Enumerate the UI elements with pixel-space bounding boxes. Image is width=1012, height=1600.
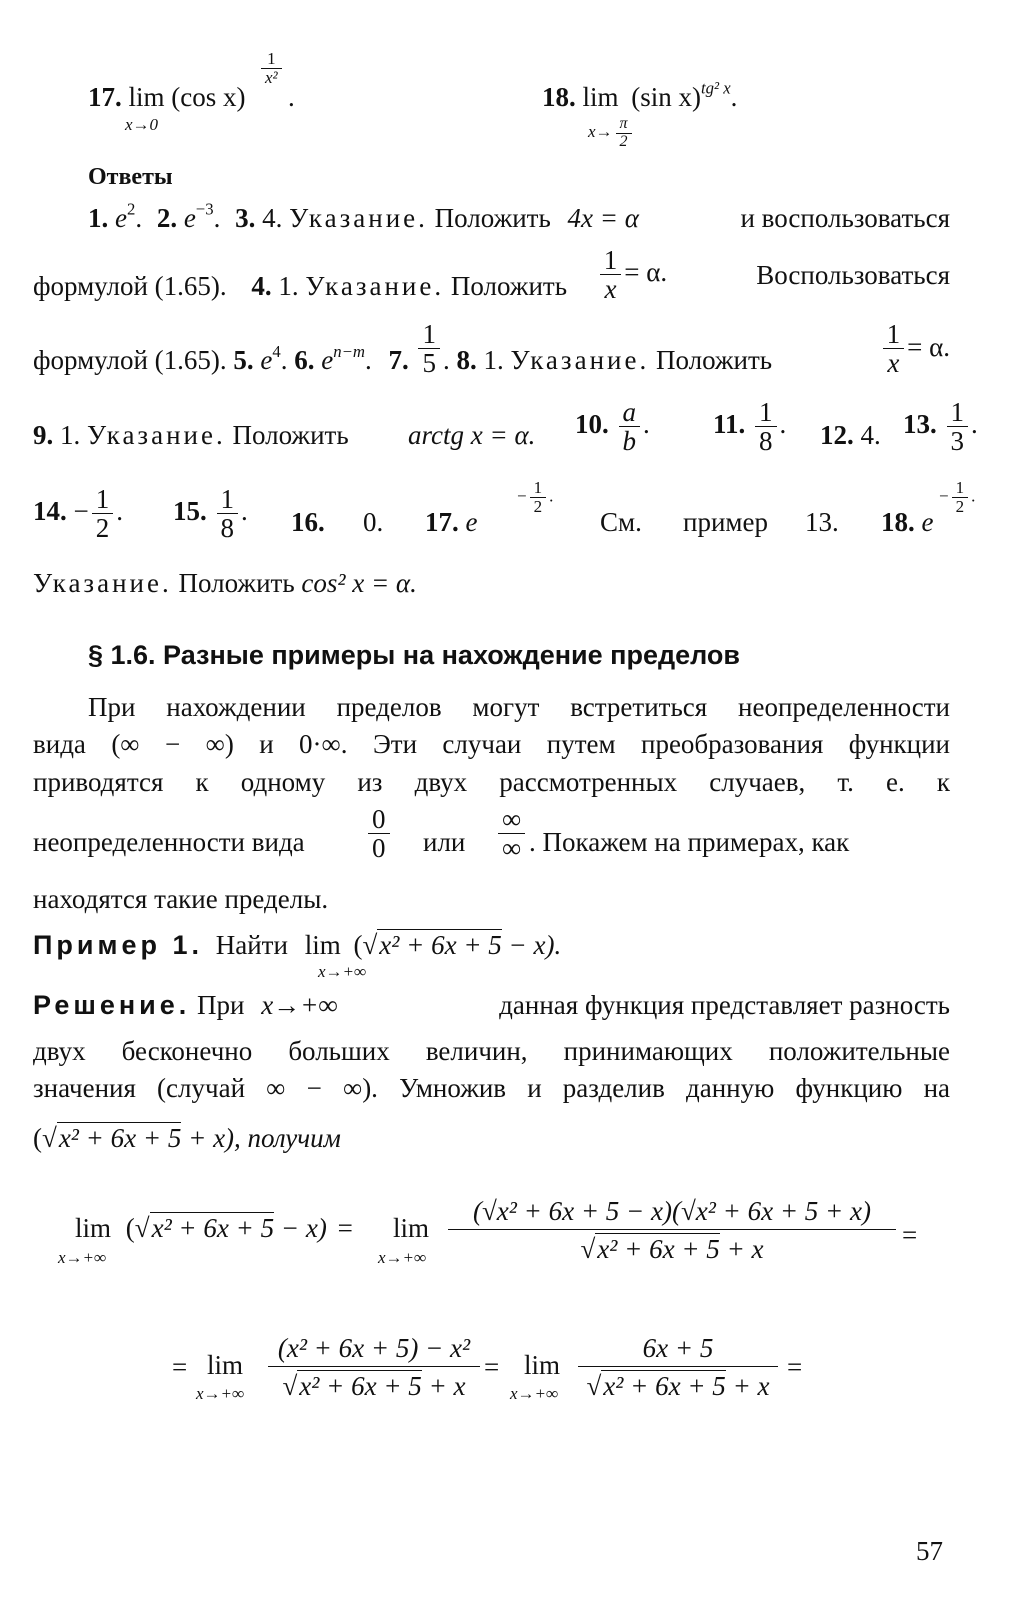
exponent-fraction: $\frac{1}{\text{x²}}$	[258, 50, 285, 87]
problem-number: 18.	[542, 82, 576, 112]
answers-line-3: формулой (1.65). 5. $e^4$. 6. $e^{n-m}$. 7. $\frac{1}{5}$ . 8. 1. Указание. Положить $\frac{1}{x}$ = α.	[33, 319, 950, 379]
limit-subscript: x→+∞	[196, 1384, 245, 1403]
lim-word: lim	[524, 1350, 561, 1380]
answers-line-1: 1. $e^2$. 2. $e^{-3}$. 3. 4. Указание. Положить 4x = α и воспользоваться	[88, 199, 950, 233]
solution-label: Решение.	[33, 990, 191, 1020]
equals-sign: =	[172, 1352, 188, 1382]
equals-sign: =	[787, 1352, 803, 1382]
problem-18	[542, 78, 738, 113]
example-line: Пример 1. Найти lim (√x² + 6x + 5 − x).	[33, 930, 562, 960]
paragraph-line: При нахождении пределов могут встретиться неопределенности	[88, 692, 950, 722]
example-label: Пример 1.	[33, 930, 203, 960]
problem-17	[88, 82, 246, 113]
limit-subscript: x→+∞	[58, 1248, 107, 1267]
answers-line-2: формулой (1.65). 4. 1. Указание. Положить $\frac{1}{x}$ = α. Воспользоваться	[33, 245, 950, 305]
equation-1-rhs: lim	[393, 1213, 430, 1243]
solution-line: (√x² + 6x + 5 + x), получим	[33, 1123, 341, 1153]
solution-line: двух бесконечно больших величин, принимающих положительные	[33, 1036, 950, 1066]
limit-subscript: x→+∞	[318, 962, 367, 981]
answers-line-6: Указание. Положить cos² x = α.	[33, 568, 417, 598]
page-number: 57	[916, 1536, 943, 1566]
paragraph-line: приводятся к одному из двух рассмотренных случаев, т. е. к	[33, 767, 950, 797]
equation-1-fraction: (√x² + 6x + 5 − x)(√x² + 6x + 5 + x) √x² + 6x + 5 + x	[448, 1196, 896, 1265]
limit-subscript: x→0	[125, 115, 159, 134]
limit-subscript: x→ $\frac{\pi}{2}$	[588, 116, 635, 151]
solution-line: Решение. При x→+∞ данная функция представляет разность	[33, 990, 950, 1020]
answers-title: Ответы	[88, 164, 173, 190]
equation-1-lhs: lim (√x² + 6x + 5 − x) =	[75, 1213, 353, 1243]
equals-sign: =	[902, 1220, 918, 1250]
exponent: tg² x	[701, 78, 731, 98]
problem-number: 17.	[88, 82, 122, 112]
period: .	[730, 82, 738, 112]
paragraph-line: находятся такие пределы.	[33, 884, 329, 914]
limit-subscript: x→+∞	[378, 1248, 427, 1267]
limit-subscript: x→+∞	[510, 1384, 559, 1403]
solution-line: значения (случай ∞ − ∞). Умножив и разделив данную функцию на	[33, 1073, 950, 1103]
equation-2-fraction-2: 6x + 5 √x² + 6x + 5 + x	[578, 1333, 778, 1402]
problem-expression: (cos x)	[171, 82, 246, 112]
problem-expression: (sin x)	[631, 82, 702, 112]
equation-2-fraction-1: (x² + 6x + 5) − x² √x² + 6x + 5 + x	[268, 1333, 480, 1402]
equals-sign: =	[484, 1352, 500, 1382]
lim-word: lim	[582, 82, 619, 112]
section-heading: § 1.6. Разные примеры на нахождение пределов	[88, 640, 741, 670]
paragraph-line: вида (∞ − ∞) и 0·∞. Эти случаи путем преобразования функции	[33, 729, 950, 759]
lim-word: lim	[128, 82, 165, 112]
period: .	[288, 82, 295, 112]
lim-word: lim	[207, 1350, 244, 1380]
